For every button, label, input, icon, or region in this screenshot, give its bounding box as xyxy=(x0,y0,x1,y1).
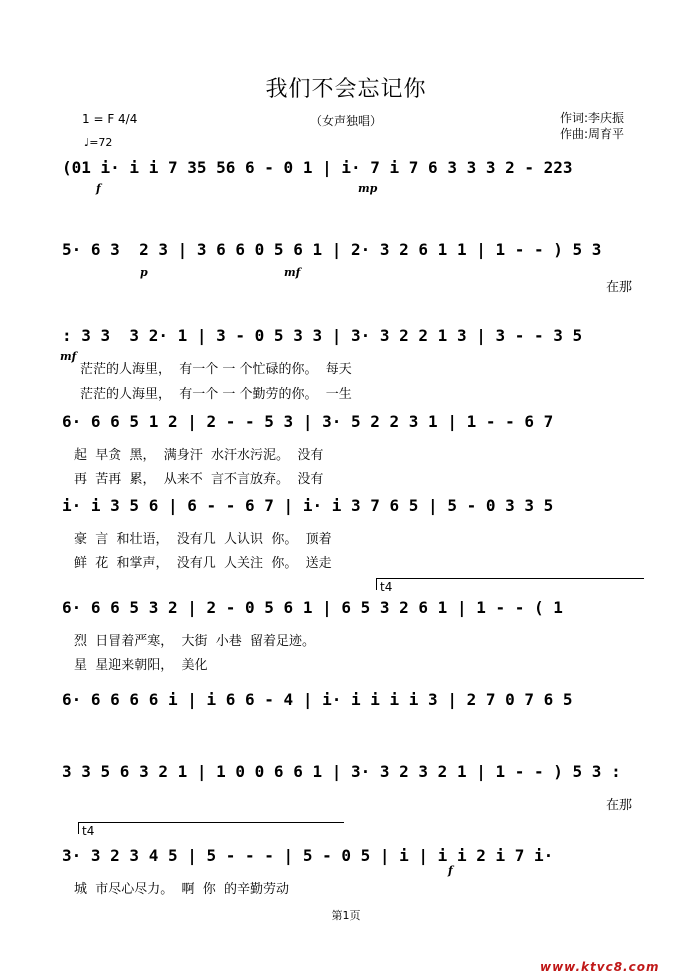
watermark: www.ktvc8.com xyxy=(540,960,660,974)
staff-row-3: : 3 3 3 2· 1 | 3 - 0 5 3 3 | 3· 3 2 2 1 3 | 3 - - 3 5 xyxy=(62,326,583,345)
key-signature: 1 = F 4/4 xyxy=(82,112,138,126)
credits xyxy=(560,110,624,142)
staff-row-9: 3· 3 2 3 4 5 | 5 - - - | 5 - 0 5 | i | i i 2 i 7 i· xyxy=(62,846,554,865)
lyric-verse1-line1: 茫茫的人海里， 有一个 一 个忙碌的你。 每天 xyxy=(80,362,352,377)
song-title: 我们不会忘记你 xyxy=(265,77,427,102)
staff-row-5: i· i 3 5 6 | 6 - - 6 7 | i· i 3 7 6 5 | 5 - 0 3 3 5 xyxy=(62,496,554,515)
tempo-marking: ♩=72 xyxy=(84,136,113,149)
staff-row-4: 6· 6 6 5 1 2 | 2 - - 5 3 | 3· 5 2 2 3 1 | 1 - - 6 7 xyxy=(62,412,554,431)
staff-row-1: (01 i· i i 7 35 56 6 - 0 1 | i· 7 i 7 6 3 3 3 2 - 223 xyxy=(62,158,573,177)
staff-row-8: 3 3 5 6 3 2 1 | 1 0 0 6 6 1 | 3· 3 2 3 2 1 | 1 - - ) 5 3 : xyxy=(62,762,621,781)
composer: 作曲:周育平 xyxy=(560,127,625,141)
staff-row-2: 5· 6 3 2 3 | 3 6 6 0 5 6 1 | 2· 3 2 6 1 1 | 1 - - ) 5 3 xyxy=(62,240,602,259)
dynamic-f-2: f xyxy=(448,864,453,877)
lyric-pickup-1: 在那 xyxy=(606,280,633,295)
volta-bracket-1-edge xyxy=(376,578,377,590)
dynamic-f: f xyxy=(96,182,101,195)
lyric-final-line: 城 市尽心尽力。 啊 你 的辛勤劳动 xyxy=(74,882,290,897)
lyric-verse2-line1: 茫茫的人海里， 有一个 一 个勤劳的你。 一生 xyxy=(80,387,352,402)
dynamic-mf-2: mf xyxy=(60,350,77,363)
lyric-pickup-2: 在那 xyxy=(606,798,633,813)
volta-bracket-2-edge xyxy=(78,822,79,834)
staff-row-7: 6· 6 6 6 6 i | i 6 6 - 4 | i· i i i i 3 | 2 7 0 7 6 5 xyxy=(62,690,573,709)
dynamic-mp: mp xyxy=(358,182,378,195)
dynamic-mf: mf xyxy=(284,266,301,279)
volta-label-2: t4 xyxy=(82,824,95,838)
volta-label-1: t4 xyxy=(380,580,393,594)
page-number: 第1页 xyxy=(331,909,361,922)
lyric-verse2-line3: 鲜 花 和掌声， 没有几 人关注 你。 送走 xyxy=(74,556,332,571)
subtitle: （女声独唱） xyxy=(309,114,382,128)
lyric-verse2-line4: 星 星迎来朝阳， 美化 xyxy=(74,658,208,673)
lyric-verse2-line2: 再 苦再 累， 从来不 言不言放弃。 没有 xyxy=(74,472,324,487)
volta-bracket-1 xyxy=(376,578,644,579)
dynamic-p: p xyxy=(140,266,148,279)
lyric-verse1-line2: 起 早贪 黑， 满身汗 水汗水污泥。 没有 xyxy=(74,448,324,463)
volta-bracket-2 xyxy=(78,822,344,823)
lyric-verse1-line3: 豪 言 和壮语， 没有几 人认识 你。 顶着 xyxy=(74,532,332,547)
staff-row-6: 6· 6 6 5 3 2 | 2 - 0 5 6 1 | 6 5 3 2 6 1 | 1 - - ( 1 xyxy=(62,598,563,617)
lyricist: 作词:李庆振 xyxy=(560,111,625,125)
lyric-verse1-line4: 烈 日冒着严寒， 大街 小巷 留着足迹。 xyxy=(74,634,316,649)
